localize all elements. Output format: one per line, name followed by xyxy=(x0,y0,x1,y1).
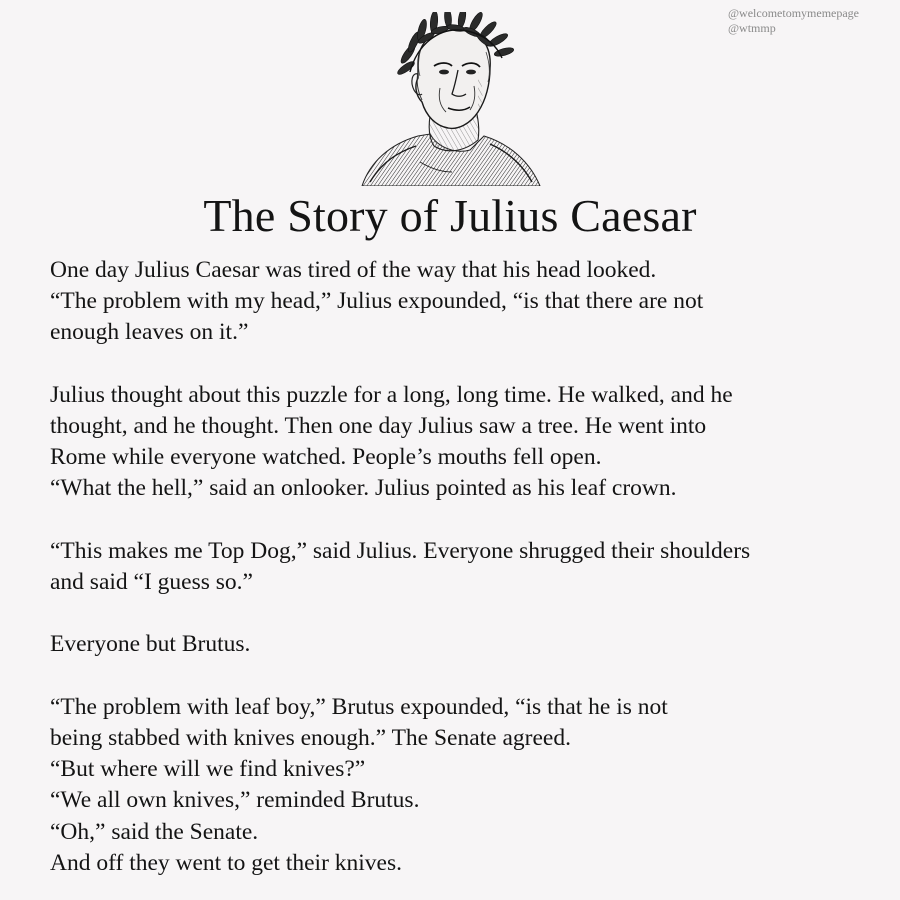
watermark-handle-primary: @welcometomymemepage xyxy=(728,6,860,20)
story-line: “The problem with leaf boy,” Brutus expounded, “is that he is not xyxy=(50,693,668,720)
story-line: Everyone but Brutus. xyxy=(50,631,251,658)
story-line: Rome while everyone watched. People’s mouths fell open. xyxy=(50,444,602,471)
story-paragraph-1 xyxy=(50,255,880,349)
story-paragraph-2 xyxy=(50,380,880,505)
story-line: “But where will we find knives?” xyxy=(50,756,366,783)
story-line: “This makes me Top Dog,” said Julius. Everyone shrugged their shoulders xyxy=(50,537,751,564)
watermark-handle-secondary: @wtmmp xyxy=(728,21,776,35)
story-paragraph-4 xyxy=(50,629,880,660)
story-line: enough leaves on it.” xyxy=(50,319,249,346)
story-line: “The problem with my head,” Julius expounded, “is that there are not xyxy=(50,288,704,315)
watermark-handles xyxy=(728,6,859,36)
story-line: “We all own knives,” reminded Brutus. xyxy=(50,787,420,814)
story-title: The Story of Julius Caesar xyxy=(203,190,697,241)
story-body xyxy=(50,255,880,879)
story-line: thought, and he thought. Then one day Julius saw a tree. He went into xyxy=(50,413,707,439)
story-line: “Oh,” said the Senate. xyxy=(50,818,259,845)
story-line: being stabbed with knives enough.” The Senate agreed. xyxy=(50,724,571,751)
story-line: One day Julius Caesar was tired of the way that his head looked. xyxy=(50,257,657,283)
story-line: And off they went to get their knives. xyxy=(50,849,402,876)
story-line: and said “I guess so.” xyxy=(50,569,253,595)
story-paragraph-3 xyxy=(50,536,880,598)
story-paragraph-5 xyxy=(50,692,880,879)
story-line: “What the hell,” said an onlooker. Julius pointed as his leaf crown. xyxy=(50,475,677,502)
story-line: Julius thought about this puzzle for a long, long time. He walked, and he xyxy=(50,381,733,408)
julius-caesar-laurel-portrait xyxy=(360,12,542,186)
